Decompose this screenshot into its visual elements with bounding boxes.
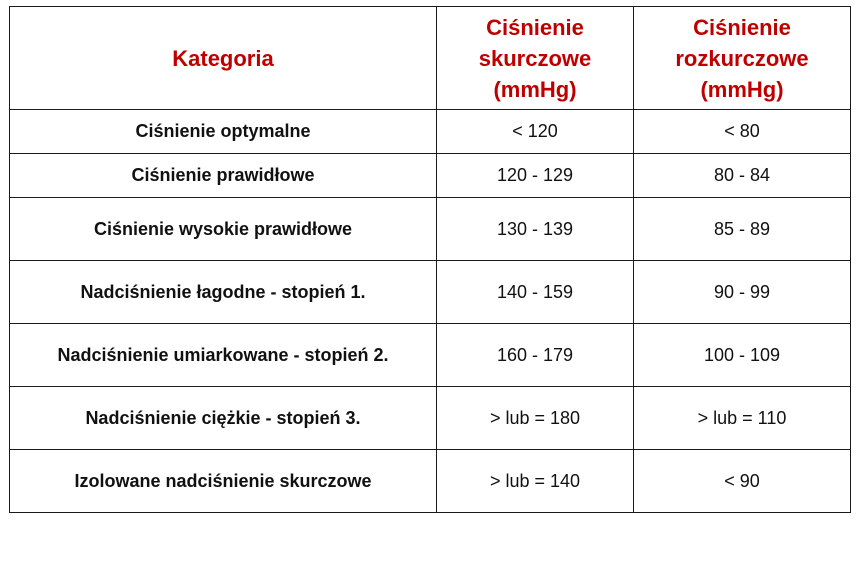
diastolic-cell: 80 - 84 <box>634 154 851 198</box>
header-diastolic-line-1: Ciśnienie <box>693 14 791 40</box>
systolic-cell: 120 - 129 <box>437 154 634 198</box>
table-row <box>10 387 851 450</box>
systolic-cell: 160 - 179 <box>437 324 634 387</box>
header-systolic-line-1: Ciśnienie <box>486 14 584 40</box>
systolic-cell: > lub = 140 <box>437 450 634 513</box>
category-cell: Izolowane nadciśnienie skurczowe <box>10 450 437 513</box>
diastolic-cell: < 90 <box>634 450 851 513</box>
blood-pressure-table <box>9 6 851 513</box>
header-diastolic-line-3: (mmHg) <box>700 76 784 102</box>
category-cell: Nadciśnienie ciężkie - stopień 3. <box>10 387 437 450</box>
table-body <box>10 110 851 513</box>
diastolic-cell: 90 - 99 <box>634 261 851 324</box>
systolic-cell: < 120 <box>437 110 634 154</box>
header-systolic-line-3: (mmHg) <box>493 76 577 102</box>
systolic-cell: > lub = 180 <box>437 387 634 450</box>
systolic-cell: 130 - 139 <box>437 198 634 261</box>
systolic-cell: 140 - 159 <box>437 261 634 324</box>
category-cell: Nadciśnienie łagodne - stopień 1. <box>10 261 437 324</box>
category-cell: Ciśnienie optymalne <box>10 110 437 154</box>
header-systolic <box>437 7 634 110</box>
diastolic-cell: 100 - 109 <box>634 324 851 387</box>
diastolic-cell: 85 - 89 <box>634 198 851 261</box>
category-cell: Nadciśnienie umiarkowane - stopień 2. <box>10 324 437 387</box>
diastolic-cell: < 80 <box>634 110 851 154</box>
header-diastolic-line-2: rozkurczowe <box>675 45 809 71</box>
header-diastolic <box>634 7 851 110</box>
table-row <box>10 110 851 154</box>
table-row <box>10 154 851 198</box>
table-row <box>10 324 851 387</box>
table-row <box>10 261 851 324</box>
category-cell: Ciśnienie prawidłowe <box>10 154 437 198</box>
table-row <box>10 450 851 513</box>
category-cell: Ciśnienie wysokie prawidłowe <box>10 198 437 261</box>
header-systolic-line-2: skurczowe <box>478 45 592 71</box>
diastolic-cell: > lub = 110 <box>634 387 851 450</box>
table-header <box>10 7 851 110</box>
header-row <box>10 7 851 110</box>
table-row <box>10 198 851 261</box>
header-category: Kategoria <box>10 7 437 110</box>
